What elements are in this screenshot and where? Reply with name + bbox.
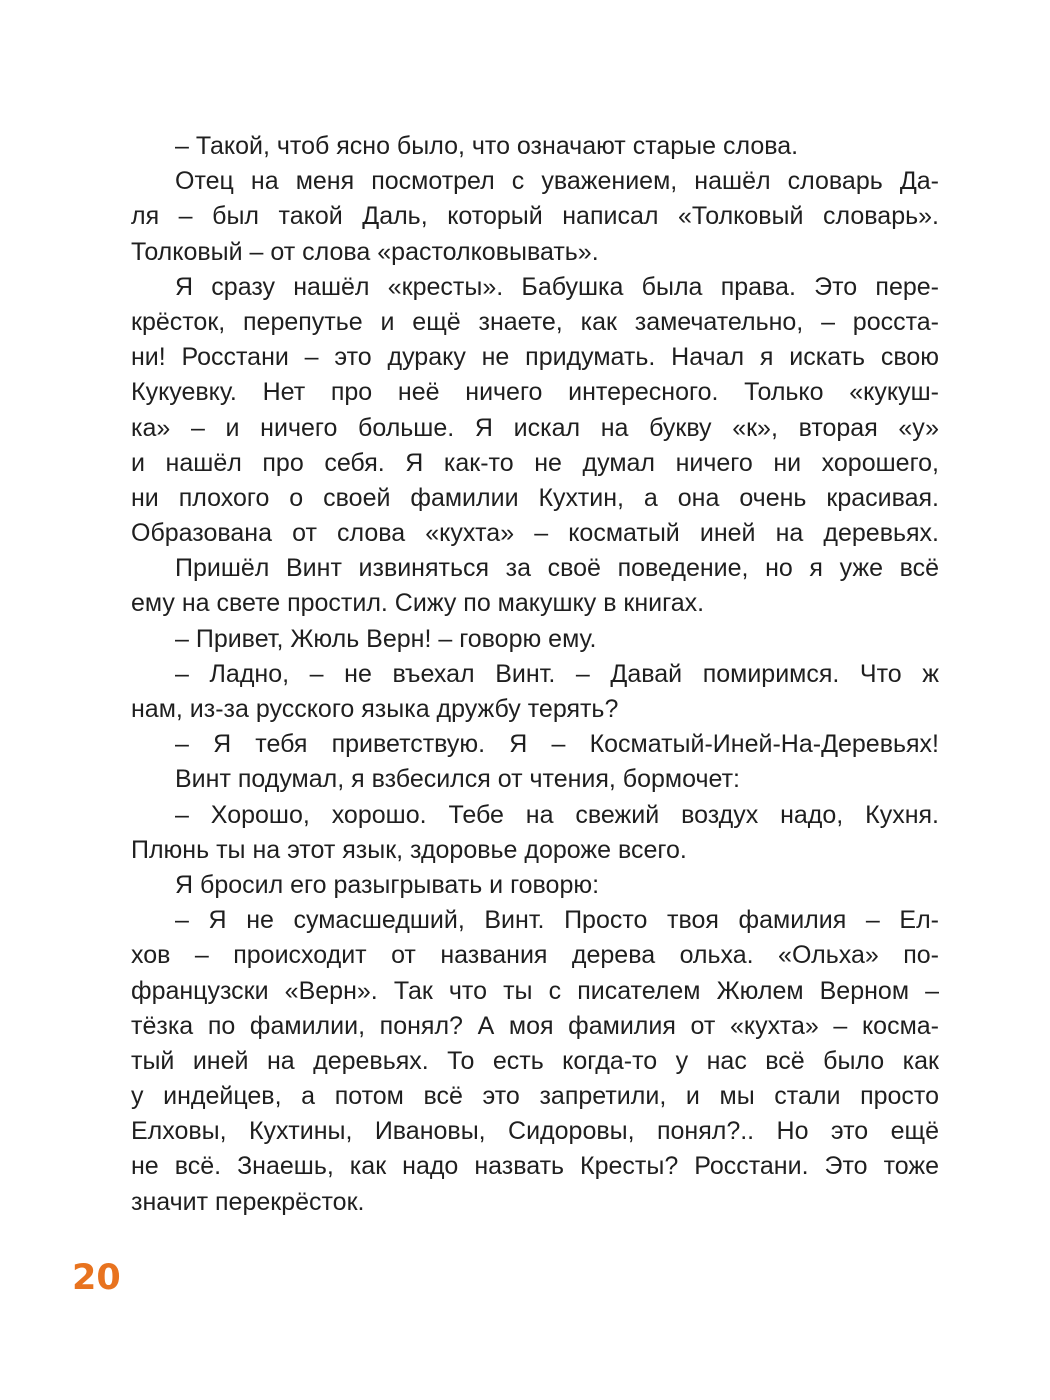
text-line: – Такой, чтоб ясно было, что означают старые слова. — [175, 132, 799, 160]
text-line: – Ладно, – не въехал Винт. – Давай помиримся. Что ж — [175, 659, 939, 688]
text-line: Пришёл Винт извиняться за своё поведение, но я уже всё — [175, 554, 939, 583]
text-line: Плюнь ты на этот язык, здоровье дороже всего. — [131, 835, 687, 864]
text-line: хов – происходит от названия дерева ольха. «Ольха» по- — [131, 941, 939, 970]
text-line: Кукуевку. Нет про неё ничего интересного. Только «кукуш- — [131, 378, 939, 407]
text-line: не всё. Знаешь, как надо назвать Кресты? Росстани. Это тоже — [131, 1152, 939, 1181]
text-line: Я бросил его разыгрывать и говорю: — [175, 870, 600, 899]
text-line: – Хорошо, хорошо. Тебе на свежий воздух надо, Кухня. — [175, 800, 939, 829]
text-line: Винт подумал, я взбесился от чтения, бормочет: — [175, 765, 740, 794]
text-line: ни плохого о своей фамилии Кухтин, а она очень красивая. — [131, 483, 939, 512]
page-number: 20 — [72, 1258, 121, 1298]
text-line: у индейцев, а потом всё это запретили, и мы стали просто — [131, 1082, 939, 1111]
body-text — [131, 129, 939, 1220]
text-line: Я сразу нашёл «кресты». Бабушка была права. Это пере- — [175, 272, 939, 301]
text-line: французски «Верн». Так что ты с писателем Жюлем Верном – — [131, 976, 939, 1005]
text-line: нам, из-за русского языка дружбу терять? — [131, 695, 619, 723]
text-line: – Я тебя приветствую. Я – Косматый-Иней-На-Деревьях! — [175, 730, 939, 759]
text-line: тый иней на деревьях. То есть когда-то у нас всё было как — [131, 1046, 939, 1075]
text-line: Отец на меня посмотрел с уважением, нашёл словарь Да- — [175, 167, 939, 196]
text-line: Образована от слова «кухта» – косматый иней на деревьях. — [131, 519, 939, 548]
text-line: ему на свете простил. Сижу по макушку в книгах. — [131, 589, 705, 618]
text-line: Елховы, Кухтины, Ивановы, Сидоровы, понял?.. Но это ещё — [131, 1117, 939, 1146]
text-line: тёзка по фамилии, понял? А моя фамилия от «кухта» – косма- — [131, 1011, 939, 1040]
text-line: ля – был такой Даль, который написал «Толковый словарь». — [131, 202, 939, 231]
text-line: – Привет, Жюль Верн! – говорю ему. — [175, 624, 597, 653]
text-line: и нашёл про себя. Я как-то не думал ничего ни хорошего, — [131, 448, 939, 477]
text-line: – Я не сумасшедший, Винт. Просто твоя фамилия – Ел- — [175, 906, 939, 935]
text-line: крёсток, перепутье и ещё знаете, как замечательно, – росста- — [131, 307, 939, 336]
text-line: Толковый – от слова «растолковывать». — [131, 237, 599, 266]
text-line: значит перекрёсток. — [131, 1187, 365, 1216]
text-line: ни! Росстани – это дураку не придумать. Начал я искать свою — [131, 343, 939, 372]
text-line: ка» – и ничего больше. Я искал на букву «к», вторая «у» — [131, 413, 939, 442]
